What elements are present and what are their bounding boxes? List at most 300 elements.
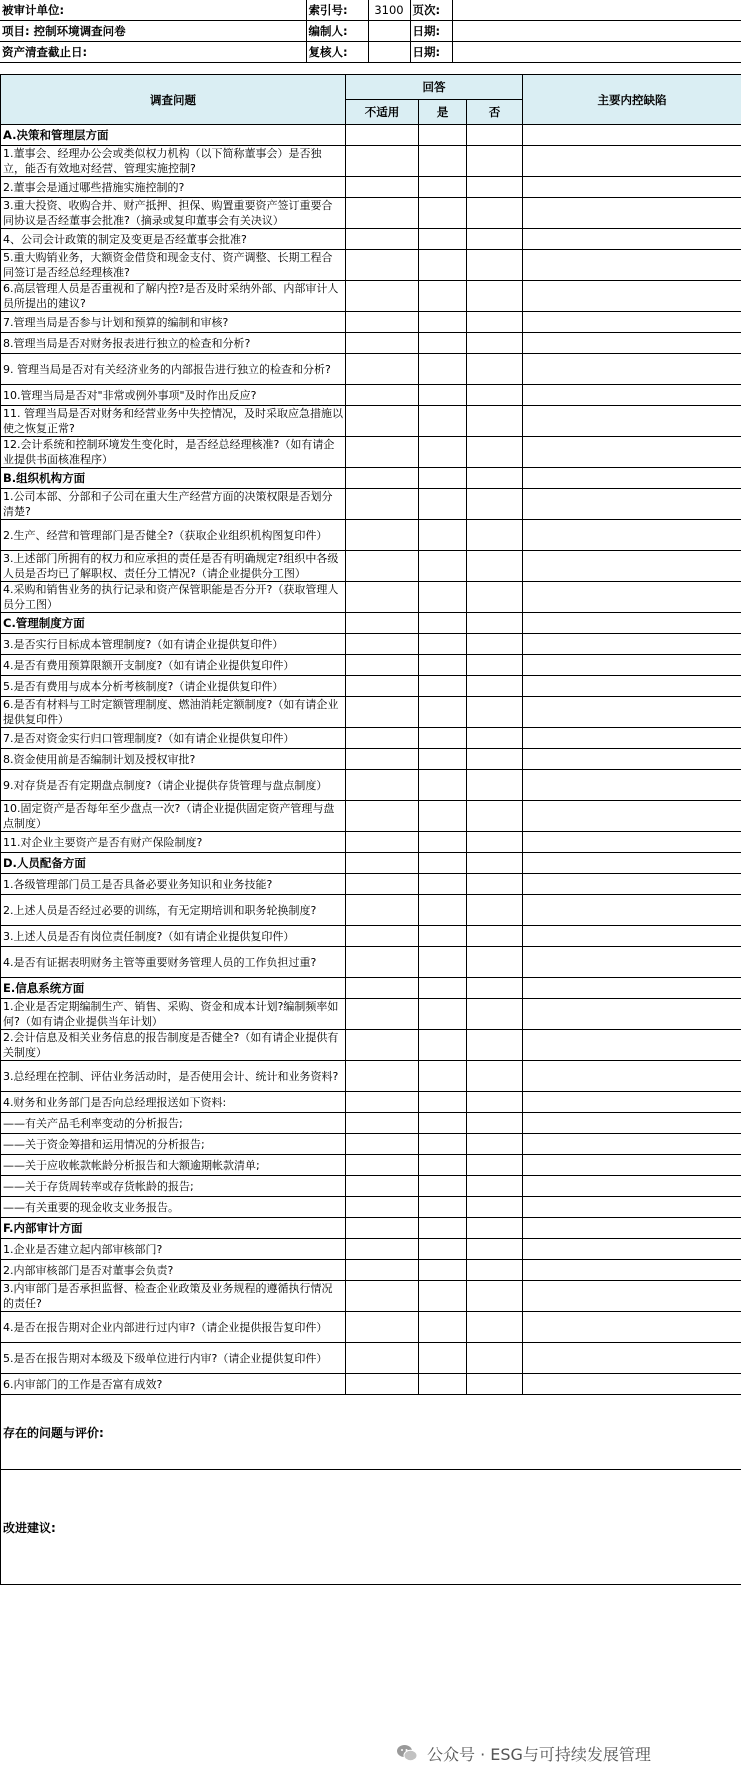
- no-cell[interactable]: [467, 676, 523, 697]
- na-cell[interactable]: [346, 749, 419, 770]
- na-cell[interactable]: [346, 1281, 419, 1312]
- index-value[interactable]: 3100: [368, 0, 410, 21]
- suggestions-row: [1, 1470, 741, 1585]
- yes-cell[interactable]: [419, 146, 467, 177]
- na-cell[interactable]: [346, 229, 419, 250]
- no-cell[interactable]: [467, 1134, 523, 1155]
- deficiency-cell[interactable]: [523, 1239, 741, 1260]
- yes-cell[interactable]: [419, 1134, 467, 1155]
- deficiency-cell[interactable]: [523, 1260, 741, 1281]
- na-cell[interactable]: [346, 146, 419, 177]
- question-rows: [1, 125, 741, 1395]
- yes-cell[interactable]: [419, 385, 467, 406]
- question-row: [1, 1197, 741, 1218]
- no-cell[interactable]: [467, 947, 523, 978]
- na-cell[interactable]: [346, 947, 419, 978]
- table-header-row-1: [1, 75, 741, 100]
- deficiency-cell[interactable]: [523, 613, 741, 634]
- yes-cell[interactable]: [419, 655, 467, 676]
- header-row-3: [0, 42, 741, 63]
- no-cell[interactable]: [467, 250, 523, 281]
- no-cell[interactable]: [467, 437, 523, 468]
- question-row: [1, 728, 741, 749]
- na-cell[interactable]: [346, 1134, 419, 1155]
- index-label: 索引号:: [306, 0, 368, 21]
- deficiency-cell[interactable]: [523, 198, 741, 229]
- question-row: [1, 697, 741, 728]
- no-cell[interactable]: [467, 655, 523, 676]
- deficiency-cell[interactable]: [523, 333, 741, 354]
- deficiency-cell[interactable]: [523, 1374, 741, 1395]
- deficiency-cell[interactable]: [523, 1134, 741, 1155]
- question-row: [1, 1113, 741, 1134]
- section-row: [1, 125, 741, 146]
- na-column-header: 不适用: [346, 100, 419, 125]
- question-row: [1, 749, 741, 770]
- deficiency-cell[interactable]: [523, 853, 741, 874]
- question-row: [1, 1176, 741, 1197]
- deficiency-cell[interactable]: [523, 634, 741, 655]
- yes-cell[interactable]: [419, 749, 467, 770]
- na-cell[interactable]: [346, 406, 419, 437]
- deficiency-cell[interactable]: [523, 146, 741, 177]
- question-row: [1, 250, 741, 281]
- yes-cell[interactable]: [419, 229, 467, 250]
- na-cell[interactable]: [346, 177, 419, 198]
- question-text: ——有关重要的现金收支业务报告。: [1, 1197, 346, 1218]
- na-cell[interactable]: [346, 1061, 419, 1092]
- deficiency-cell[interactable]: [523, 1030, 741, 1061]
- na-cell[interactable]: [346, 354, 419, 385]
- question-text: 4.采购和销售业务的执行记录和资产保管职能是否分开?（获取管理人员分工图）: [1, 582, 346, 613]
- na-cell[interactable]: [346, 1374, 419, 1395]
- page-value[interactable]: [452, 0, 500, 21]
- no-cell[interactable]: [467, 468, 523, 489]
- no-cell[interactable]: [467, 385, 523, 406]
- deficiency-cell[interactable]: [523, 406, 741, 437]
- na-cell[interactable]: [346, 312, 419, 333]
- na-cell[interactable]: [346, 1030, 419, 1061]
- deficiency-cell[interactable]: [523, 832, 741, 853]
- no-cell[interactable]: [467, 1176, 523, 1197]
- yes-cell[interactable]: [419, 125, 467, 146]
- question-row: [1, 874, 741, 895]
- no-cell[interactable]: [467, 1218, 523, 1239]
- na-cell[interactable]: [346, 832, 419, 853]
- question-text: 6.内审部门的工作是否富有成效?: [1, 1374, 346, 1395]
- deficiency-cell[interactable]: [523, 125, 741, 146]
- no-cell[interactable]: [467, 1113, 523, 1134]
- yes-cell[interactable]: [419, 551, 467, 582]
- question-row: [1, 1281, 741, 1312]
- question-text: 2.董事会是通过哪些措施实施控制的?: [1, 177, 346, 198]
- deficiency-cell[interactable]: [523, 1155, 741, 1176]
- na-cell[interactable]: [346, 655, 419, 676]
- date-label-1: 日期:: [410, 21, 452, 42]
- deficiency-cell[interactable]: [523, 250, 741, 281]
- deficiency-cell[interactable]: [523, 1061, 741, 1092]
- question-text: 4.是否有证据表明财务主管等重要财务管理人员的工作负担过重?: [1, 947, 346, 978]
- deficiency-cell[interactable]: [523, 1176, 741, 1197]
- question-row: [1, 1343, 741, 1374]
- document-header: [0, 0, 741, 66]
- na-cell[interactable]: [346, 1197, 419, 1218]
- question-row: [1, 177, 741, 198]
- question-row: [1, 551, 741, 582]
- na-cell[interactable]: [346, 853, 419, 874]
- na-cell[interactable]: [346, 489, 419, 520]
- na-cell[interactable]: [346, 1260, 419, 1281]
- yes-cell[interactable]: [419, 1218, 467, 1239]
- na-cell[interactable]: [346, 874, 419, 895]
- deficiency-cell[interactable]: [523, 1312, 741, 1343]
- watermark-text: 公众号 · ESG与可持续发展管理: [427, 1744, 651, 1764]
- no-cell[interactable]: [467, 125, 523, 146]
- section-title: F.内部审计方面: [1, 1218, 346, 1239]
- na-cell[interactable]: [346, 385, 419, 406]
- question-row: [1, 1030, 741, 1061]
- yes-cell[interactable]: [419, 1197, 467, 1218]
- na-cell[interactable]: [346, 198, 419, 229]
- question-row: [1, 895, 741, 926]
- question-row: [1, 926, 741, 947]
- deficiency-cell[interactable]: [523, 468, 741, 489]
- no-cell[interactable]: [467, 770, 523, 801]
- question-row: [1, 999, 741, 1030]
- yes-cell[interactable]: [419, 676, 467, 697]
- deficiency-cell[interactable]: [523, 229, 741, 250]
- deficiency-cell[interactable]: [523, 801, 741, 832]
- deficiency-cell[interactable]: [523, 697, 741, 728]
- question-text: 4.财务和业务部门是否向总经理报送如下资料:: [1, 1092, 346, 1113]
- question-text: 6.高层管理人员是否重视和了解内控?是否及时采纳外部、内部审计人员所提出的建议?: [1, 281, 346, 312]
- yes-cell[interactable]: [419, 1030, 467, 1061]
- yes-cell[interactable]: [419, 895, 467, 926]
- na-cell[interactable]: [346, 770, 419, 801]
- yes-cell[interactable]: [419, 1092, 467, 1113]
- no-cell[interactable]: [467, 1343, 523, 1374]
- date-label-2: 日期:: [410, 42, 452, 63]
- no-cell[interactable]: [467, 1374, 523, 1395]
- yes-cell[interactable]: [419, 1343, 467, 1374]
- question-text: 3.上述人员是否有岗位责任制度?（如有请企业提供复印件）: [1, 926, 346, 947]
- no-cell[interactable]: [467, 1312, 523, 1343]
- no-cell[interactable]: [467, 749, 523, 770]
- date-value-1[interactable]: [452, 21, 500, 42]
- no-cell[interactable]: [467, 1092, 523, 1113]
- deficiency-cell[interactable]: [523, 582, 741, 613]
- project-label: 项目: 控制环境调查问卷: [0, 21, 306, 42]
- deficiency-cell[interactable]: [523, 947, 741, 978]
- question-row: [1, 437, 741, 468]
- deficiency-cell[interactable]: [523, 1113, 741, 1134]
- no-cell[interactable]: [467, 354, 523, 385]
- yes-cell[interactable]: [419, 281, 467, 312]
- yes-cell[interactable]: [419, 1239, 467, 1260]
- deficiency-cell[interactable]: [523, 312, 741, 333]
- deficiency-cell[interactable]: [523, 281, 741, 312]
- deficiency-cell[interactable]: [523, 354, 741, 385]
- yes-cell[interactable]: [419, 312, 467, 333]
- yes-cell[interactable]: [419, 520, 467, 551]
- question-text: 3.总经理在控制、评估业务活动时，是否使用会计、统计和业务资料?: [1, 1061, 346, 1092]
- question-text: ——关于资金筹措和运用情况的分析报告;: [1, 1134, 346, 1155]
- question-row: [1, 1134, 741, 1155]
- question-text: 11.对企业主要资产是否有财产保险制度?: [1, 832, 346, 853]
- deficiency-cell[interactable]: [523, 926, 741, 947]
- no-cell[interactable]: [467, 229, 523, 250]
- problems-row: [1, 1395, 741, 1470]
- question-text: 10.固定资产是否每年至少盘点一次?（请企业提供固定资产管理与盘点制度）: [1, 801, 346, 832]
- deficiency-cell[interactable]: [523, 489, 741, 520]
- question-text: 7.是否对资金实行归口管理制度?（如有请企业提供复印件）: [1, 728, 346, 749]
- question-text: 6.是否有材料与工时定额管理制度、燃油消耗定额制度?（如有请企业提供复印件）: [1, 697, 346, 728]
- question-text: 8.资金使用前是否编制计划及授权审批?: [1, 749, 346, 770]
- yes-cell[interactable]: [419, 853, 467, 874]
- yes-cell[interactable]: [419, 406, 467, 437]
- yes-cell[interactable]: [419, 1260, 467, 1281]
- na-cell[interactable]: [346, 1312, 419, 1343]
- yes-cell[interactable]: [419, 801, 467, 832]
- deficiency-cell[interactable]: [523, 520, 741, 551]
- no-column-header: 否: [467, 100, 523, 125]
- yes-cell[interactable]: [419, 874, 467, 895]
- question-row: [1, 489, 741, 520]
- no-cell[interactable]: [467, 281, 523, 312]
- question-text: ——关于应收帐款帐龄分析报告和大额逾期帐款清单;: [1, 1155, 346, 1176]
- no-cell[interactable]: [467, 874, 523, 895]
- no-cell[interactable]: [467, 489, 523, 520]
- deficiency-cell[interactable]: [523, 999, 741, 1030]
- yes-cell[interactable]: [419, 250, 467, 281]
- deficiency-cell[interactable]: [523, 177, 741, 198]
- na-cell[interactable]: [346, 895, 419, 926]
- watermark: [395, 1737, 740, 1769]
- yes-cell[interactable]: [419, 947, 467, 978]
- no-cell[interactable]: [467, 551, 523, 582]
- deficiency-cell[interactable]: [523, 676, 741, 697]
- date-value-2[interactable]: [452, 42, 500, 63]
- yes-cell[interactable]: [419, 697, 467, 728]
- suggestions-label[interactable]: 改进建议:: [1, 1470, 741, 1585]
- deficiency-cell[interactable]: [523, 655, 741, 676]
- deficiency-cell[interactable]: [523, 1092, 741, 1113]
- na-cell[interactable]: [346, 1176, 419, 1197]
- question-row: [1, 655, 741, 676]
- yes-cell[interactable]: [419, 354, 467, 385]
- yes-cell[interactable]: [419, 1113, 467, 1134]
- no-cell[interactable]: [467, 582, 523, 613]
- deficiency-cell[interactable]: [523, 551, 741, 582]
- question-text: 11. 管理当局是否对财务和经营业务中失控情况，及时采取应急措施以使之恢复正常?: [1, 406, 346, 437]
- na-cell[interactable]: [346, 125, 419, 146]
- no-cell[interactable]: [467, 1155, 523, 1176]
- question-text: 3.重大投资、收购合并、财产抵押、担保、购置重要资产签订重要合同协议是否经董事会批准?（摘录或复印董事会有关决议）: [1, 198, 346, 229]
- question-row: [1, 947, 741, 978]
- na-cell[interactable]: [346, 250, 419, 281]
- no-cell[interactable]: [467, 520, 523, 551]
- question-row: [1, 229, 741, 250]
- question-text: 2.会计信息及相关业务信息的报告制度是否健全?（如有请企业提供有关制度）: [1, 1030, 346, 1061]
- question-text: 2.内部审核部门是否对董事会负责?: [1, 1260, 346, 1281]
- preparer-value[interactable]: [368, 21, 410, 42]
- header-row-1: [0, 0, 741, 21]
- no-cell[interactable]: [467, 853, 523, 874]
- na-cell[interactable]: [346, 1113, 419, 1134]
- deficiency-cell[interactable]: [523, 1197, 741, 1218]
- questionnaire-table: [0, 74, 741, 1585]
- no-cell[interactable]: [467, 333, 523, 354]
- no-cell[interactable]: [467, 1030, 523, 1061]
- deficiency-cell[interactable]: [523, 1218, 741, 1239]
- na-cell[interactable]: [346, 1239, 419, 1260]
- question-text: 5.重大购销业务，大额资金借贷和现金支付、资产调整、长期工程合同签订是否经总经理核准?: [1, 250, 346, 281]
- question-row: [1, 281, 741, 312]
- na-cell[interactable]: [346, 437, 419, 468]
- section-title: E.信息系统方面: [1, 978, 346, 999]
- section-title: C.管理制度方面: [1, 613, 346, 634]
- na-cell[interactable]: [346, 333, 419, 354]
- section-row: [1, 613, 741, 634]
- yes-cell[interactable]: [419, 926, 467, 947]
- na-cell[interactable]: [346, 613, 419, 634]
- deficiency-cell[interactable]: [523, 770, 741, 801]
- na-cell[interactable]: [346, 1343, 419, 1374]
- na-cell[interactable]: [346, 697, 419, 728]
- question-text: 4.是否在报告期对企业内部进行过内审?（请企业提供报告复印件）: [1, 1312, 346, 1343]
- question-row: [1, 676, 741, 697]
- no-cell[interactable]: [467, 999, 523, 1030]
- yes-cell[interactable]: [419, 489, 467, 520]
- deficiency-cell[interactable]: [523, 728, 741, 749]
- yes-cell[interactable]: [419, 770, 467, 801]
- no-cell[interactable]: [467, 1197, 523, 1218]
- yes-cell[interactable]: [419, 1155, 467, 1176]
- no-cell[interactable]: [467, 728, 523, 749]
- deficiency-cell[interactable]: [523, 385, 741, 406]
- na-cell[interactable]: [346, 676, 419, 697]
- yes-cell[interactable]: [419, 177, 467, 198]
- no-cell[interactable]: [467, 1281, 523, 1312]
- yes-cell[interactable]: [419, 832, 467, 853]
- yes-cell[interactable]: [419, 634, 467, 655]
- question-row: [1, 770, 741, 801]
- question-text: 3.内审部门是否承担监督、检查企业政策及业务规程的遵循执行情况的责任?: [1, 1281, 346, 1312]
- no-cell[interactable]: [467, 406, 523, 437]
- na-cell[interactable]: [346, 801, 419, 832]
- yes-cell[interactable]: [419, 613, 467, 634]
- na-cell[interactable]: [346, 551, 419, 582]
- na-cell[interactable]: [346, 1092, 419, 1113]
- deficiency-cell[interactable]: [523, 749, 741, 770]
- section-row: [1, 978, 741, 999]
- no-cell[interactable]: [467, 832, 523, 853]
- yes-cell[interactable]: [419, 1061, 467, 1092]
- question-row: [1, 1312, 741, 1343]
- no-cell[interactable]: [467, 146, 523, 177]
- question-text: 5.是否在报告期对本级及下级单位进行内审?（请企业提供复印件）: [1, 1343, 346, 1374]
- na-cell[interactable]: [346, 978, 419, 999]
- no-cell[interactable]: [467, 613, 523, 634]
- yes-cell[interactable]: [419, 198, 467, 229]
- deficiency-cell[interactable]: [523, 1343, 741, 1374]
- no-cell[interactable]: [467, 978, 523, 999]
- reviewer-label: 复核人:: [306, 42, 368, 63]
- na-cell[interactable]: [346, 281, 419, 312]
- no-cell[interactable]: [467, 177, 523, 198]
- no-cell[interactable]: [467, 634, 523, 655]
- yes-cell[interactable]: [419, 468, 467, 489]
- no-cell[interactable]: [467, 1239, 523, 1260]
- yes-cell[interactable]: [419, 999, 467, 1030]
- deficiency-cell[interactable]: [523, 1281, 741, 1312]
- yes-cell[interactable]: [419, 1312, 467, 1343]
- na-cell[interactable]: [346, 634, 419, 655]
- yes-cell[interactable]: [419, 1281, 467, 1312]
- question-text: 1.各级管理部门员工是否具备必要业务知识和业务技能?: [1, 874, 346, 895]
- no-cell[interactable]: [467, 198, 523, 229]
- question-text: 7.管理当局是否参与计划和预算的编制和审核?: [1, 312, 346, 333]
- na-cell[interactable]: [346, 1218, 419, 1239]
- question-text: 9.对存货是否有定期盘点制度?（请企业提供存货管理与盘点制度）: [1, 770, 346, 801]
- no-cell[interactable]: [467, 801, 523, 832]
- no-cell[interactable]: [467, 312, 523, 333]
- deficiency-cell[interactable]: [523, 874, 741, 895]
- header-row-2: [0, 21, 741, 42]
- question-row: [1, 385, 741, 406]
- na-cell[interactable]: [346, 582, 419, 613]
- question-text: 1.董事会、经理办公会或类似权力机构（以下简称董事会）是否独立，能否有效地对经营、管理实施控制?: [1, 146, 346, 177]
- question-row: [1, 1092, 741, 1113]
- deficiency-cell[interactable]: [523, 978, 741, 999]
- yes-cell[interactable]: [419, 437, 467, 468]
- question-row: [1, 1155, 741, 1176]
- question-text: 9. 管理当局是否对有关经济业务的内部报告进行独立的检查和分析?: [1, 354, 346, 385]
- na-cell[interactable]: [346, 999, 419, 1030]
- questionnaire: [0, 74, 741, 1585]
- section-title: B.组织机构方面: [1, 468, 346, 489]
- question-row: [1, 198, 741, 229]
- no-cell[interactable]: [467, 895, 523, 926]
- no-cell[interactable]: [467, 1061, 523, 1092]
- yes-cell[interactable]: [419, 1176, 467, 1197]
- yes-cell[interactable]: [419, 333, 467, 354]
- header-blank-2: [500, 21, 741, 42]
- yes-column-header: 是: [419, 100, 467, 125]
- no-cell[interactable]: [467, 1260, 523, 1281]
- na-cell[interactable]: [346, 468, 419, 489]
- yes-cell[interactable]: [419, 1374, 467, 1395]
- wechat-icon: [395, 1741, 419, 1765]
- reviewer-value[interactable]: [368, 42, 410, 63]
- yes-cell[interactable]: [419, 978, 467, 999]
- deficiency-cell[interactable]: [523, 437, 741, 468]
- question-row: [1, 312, 741, 333]
- question-row: [1, 634, 741, 655]
- question-text: ——有关产品毛利率变动的分析报告;: [1, 1113, 346, 1134]
- na-cell[interactable]: [346, 520, 419, 551]
- problems-label[interactable]: 存在的问题与评价:: [1, 1395, 741, 1470]
- deficiency-cell[interactable]: [523, 895, 741, 926]
- na-cell[interactable]: [346, 728, 419, 749]
- na-cell[interactable]: [346, 1155, 419, 1176]
- section-row: [1, 853, 741, 874]
- yes-cell[interactable]: [419, 582, 467, 613]
- no-cell[interactable]: [467, 697, 523, 728]
- yes-cell[interactable]: [419, 728, 467, 749]
- no-cell[interactable]: [467, 926, 523, 947]
- na-cell[interactable]: [346, 926, 419, 947]
